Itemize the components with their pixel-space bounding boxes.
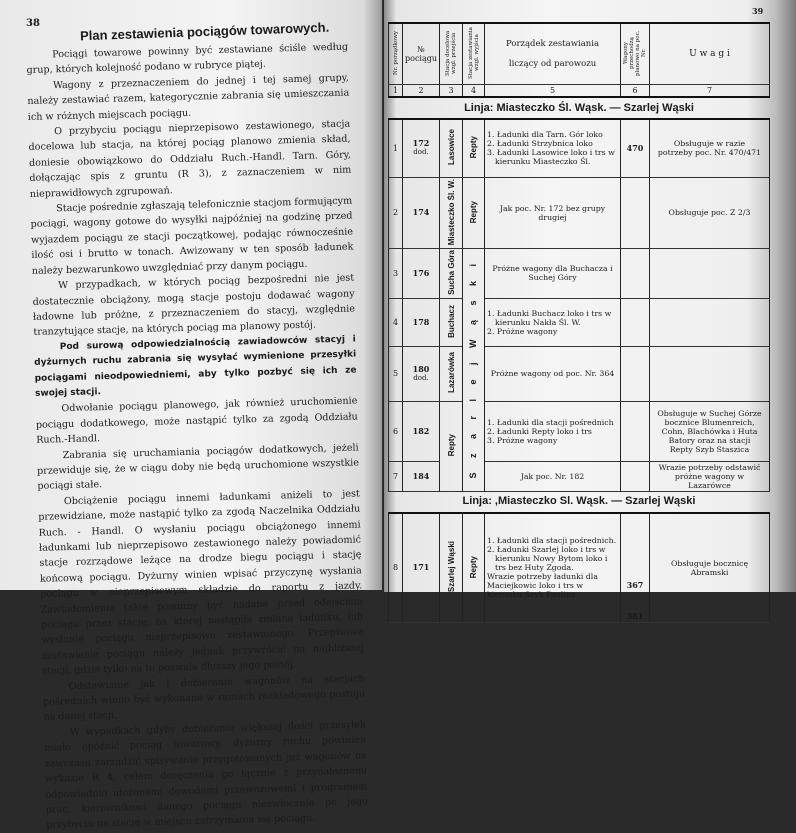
page-title: Plan zestawienia pociągów towarowych. [79,19,330,44]
order-item: 2. Ładunki Strzybnica loko [487,139,593,149]
remarks: Obsługuje bocznicę Abramski [670,558,749,577]
train-note: dod. [413,373,429,382]
order-item: Próżne wagony od poc. Nr. 364 [490,369,615,379]
remarks: Wrazie potrzeby odstawić próżne wagony w Lazarówce [658,462,761,490]
paragraph: Obciążenie pociągu innemi ładunkami aniżeli to jest przewidziane, może nastąpić tylko za zgodą Naczelnika Oddziału Ruch. - Handl. O wysłaniu pociągu obciążonego innemi ładunkami lub nieprzepisowo zestawionego należy powiadomić stacje rozrządowe leżące na drodze biegu pociągu i stację końcową pociągu. Dyżurny winien wpisać przyczynę wysłania pociągu w nieprzepisowym składzie do raportu z jazdy. Zawiadomienia takie powinny być nadane przed odejściem pociągu przez stację, na której nastąpiła zmiana ładunku, lub wysłanie pociągu nieprzepisowo zestawionego. Przepisowe zestawienie pociągu należy jednak przywrócić na najbliższej stacji, gdzie tylko na to pozwala dłuższy jego postój. [38,488,364,678]
line-heading: Linja: Miasteczko Śl. Wąsk. — Szarlej Wąski [389,97,770,119]
order-item: Jak poc. Nr. 182 [520,471,585,481]
header-cell: Stacja docelowa wzgl. przejścia [445,30,458,76]
train-number: 180 [412,363,430,374]
order-item: Jak poc. Nr. 172 bez grupy drugiej [499,203,606,222]
column-number: 5 [485,85,621,98]
column-number: 3 [440,85,463,98]
destination-station: Sucha Góra [446,249,456,295]
destination-station: Repty [446,434,456,457]
paragraph: Pociągi towarowe powinny być zestawiane ściśle według grup, których kolejność podano w rubryce piątej. [26,41,349,77]
train-number: 182 [412,425,430,436]
train-number: 184 [412,470,430,481]
order-item: 1. Ładunki dla Tarn. Gór loko [487,130,603,140]
row-number: 6 [392,426,399,436]
row-number: 3 [392,268,399,278]
destination-station: Miasteczko Śl. W. [446,178,456,245]
train-number: 176 [412,267,430,278]
row-number: 1 [392,143,399,153]
row-number: 2 [392,208,399,218]
paragraph: Zabrania się uruchamiania pociągów dodatkowych, jeżeli przewiduje się, że w ciągu doby nie będą uruchomione wszystkie pociągi stałe. [36,441,360,493]
train-number: 172 [412,138,430,149]
train-note: dod. [413,148,429,157]
page-number: 39 [752,6,764,16]
order-item: 2. Próżne wagony [487,326,558,336]
left-page [0,0,382,832]
right-page [384,0,796,622]
row-number: 8 [392,563,399,573]
order-item: 2. Ładunki Repty loko i trs [487,426,592,436]
paragraph: Odstawianie jak i dobieranie wagonów na stacjach pośrednich winno być wykonane w ramach rozkładowego postoju na danej stacji. [42,673,366,724]
order-item: Próżne wagony dla Buchacza i Suchej Góry [492,264,613,283]
paragraph: Odwołanie pociągu planowego, jak również uruchomienie pociągu dodatkowego, może nastąpić tylko za zgodą Oddziału Ruch.-Handl. [35,395,358,447]
train-number: 171 [412,562,430,573]
paragraph: Stacje pośrednie zgłaszają telefonicznie stacjom formującym pociągi, wagony gotowe do wysyłki najpóźniej na godzinę przed wyjazdem pociągu ze stacji początkowej, podając równocześnie ilość osi i brutto w tonach. Awizowany w ten sposób ładunek należy bezwarunkowo uwzględniać przy danym pociągu. [30,195,354,277]
order-item: 3. Próżne wagony [487,435,558,445]
train-number: 174 [412,207,430,218]
table-row [389,177,770,248]
order-item: 1. Ładunki Buchacz loko i trs w kierunku Nakła Śl. W. [487,308,612,327]
header-cell: № pociągu [403,23,440,85]
destination-station: Buchacz [446,304,456,338]
table-row [389,119,770,177]
order-item: Wrazie potrzeby ładunki dla Maciejkowic loko i trs w kierunku Szyb Paulina. [487,572,598,600]
column-number: 4 [463,85,485,98]
remarks: Obsługuje w Suchej Górze bocznice Blumenreich, Cohn, Blachówka i Huta Batory oraz na stacji Repty Szyb Staszica [657,408,762,454]
order-item: 3. Ładunki Lasowice loko i trs w kierunku Miasteczko Śl. [487,148,615,167]
destination-station: Lasowice [446,129,456,166]
header-cell: Stacja zestawiania wzgl. wyjścia [467,27,480,79]
line-heading: Linja: ,Miasteczko Sl. Wąsk. — Szarlej Wąski [389,491,770,513]
paragraph: Wagony z przeznaczeniem do jednej i tej samej grupy, należy zestawiać razem, kategorycznie zabrania się umieszczania ich w różnych miejscach pociągu. [27,72,350,123]
header-cell: U w a g i [650,23,770,85]
order-item: 2. Ładunki Szarlej loko i trs w kierunku Nowy Bytom loko i trs bez Huty Zgoda. [487,545,608,573]
table-row [389,513,770,623]
column-number: 6 [621,85,650,98]
column-number: 1 [389,85,403,98]
table-row [389,298,770,346]
train-composition-table [388,22,770,623]
column-number: 7 [650,85,770,98]
body-text [26,40,368,833]
connecting-train: 367 [626,580,644,591]
paragraph: W przypadkach, w których pociąg bezpośredni nie jest dostatecznie obciążony, mogą stacje postoju dodawać wagony ładowne lub próżne, z przeznaczeniem do stacyj, względnie tranzytujące stacje, na których pociąg ma planowy postój. [32,272,356,339]
train-number: 178 [412,316,430,327]
paragraph: Pod surową odpowiedzialnością zawiadowców stacyj i dyżurnych ruchu zabrania się wysyłać wymienione przesyłki pociągami nieodpowiedniemi, aby tylko pozbyć się ich ze swojej stacji. [34,334,357,399]
connecting-train: 470 [626,142,644,153]
table-row [389,346,770,401]
header-cell: Wagony przechodzą planowo na poc. Nr. [623,30,648,76]
table-row [389,248,770,298]
origin-station: Repty [469,200,479,223]
paragraph: W wypadkach gdyby dobieranie większej ilości przesyłek miało opóźnić pociąg towarowy, dyżurny ruchu powinien zawczasu zarządzić spisywanie przygotowanych już wagonów na wykazie R 4, celem doręczenia go łącznie z przynależnemi odpowiednio ułożonemi dowodami przewozowemi i programem prac, kierownikowi danego pociągu niezwłocznie po jego przybyciu na stację w miejscu zatrzymania się pociągu. [44,719,368,832]
remarks: Obsługuje poc. Z 2/3 [668,208,751,218]
header-cell: Porządek zestawiania liczący od parowozu [485,23,621,85]
remarks: Obsługuje w razie potrzeby poc. Nr. 470/471 [657,139,762,158]
column-number-row [389,85,770,98]
origin-station: Repty [469,136,479,159]
connecting-train: 381 [626,611,644,622]
destination-station: Lazarówka [446,352,456,394]
row-number: 5 [392,369,399,379]
table-row [389,401,770,461]
order-item: 1. Ładunki dla stacji pośrednich. [487,536,617,546]
destination-station: Szarlej Wąski [446,541,456,593]
page-number: 38 [26,18,40,29]
header-cell: Nr. porządkowy [392,31,399,75]
header-row [389,23,770,85]
row-number: 7 [392,471,399,481]
paragraph: O przybyciu pociągu nieprzepisowo zestawionego, stacja docelowa lub stacja, na której pociąg planowo zmienia skład, doniesie obowiązkowo do Oddziału Ruch.-Handl. Tarn. Góry, dołączając spis z gruntu (R 3), z zaznaczeniem w nim nieprawidłowych zgrupowań. [28,118,352,200]
origin-station: S z a r l e j W ą s k i [468,258,479,479]
column-number: 2 [403,85,440,98]
origin-station: Repty [469,555,479,579]
order-item: 1. Ładunki dla stacji pośrednich [487,417,614,427]
row-number: 4 [392,317,399,327]
